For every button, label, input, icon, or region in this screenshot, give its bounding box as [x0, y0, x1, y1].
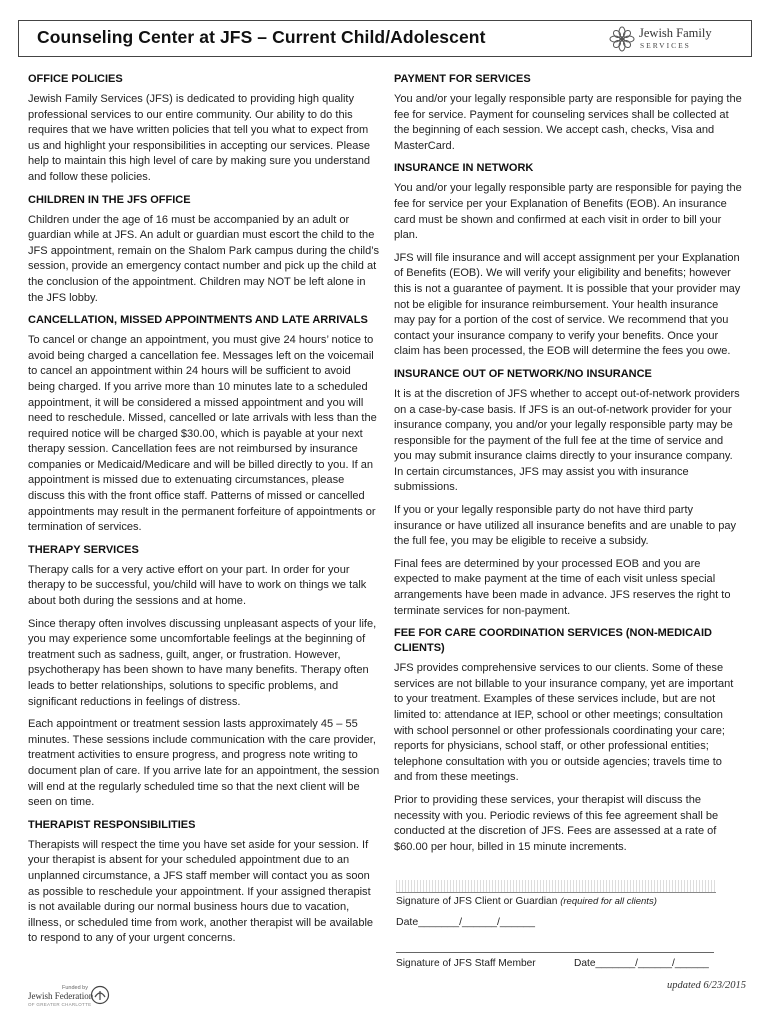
section-paragraph: Since therapy often involves discussing unpleasant aspects of your life, you may experience some uncomfortable feelings at the beginning of treatment such as sadness, guilt, anger, or frustration. However, psychotherapy has been shown to have many benefits. Therapy often leads to better relationships, solutions to specific problems, and significant reductions in feelings of distress. [28, 617, 377, 708]
federation-emblem-icon [90, 985, 110, 1005]
client-date-label: Date [396, 916, 419, 928]
client-signature-text: Signature of JFS Client or Guardian [396, 896, 558, 907]
updated-date: updated 6/23/2015 [666, 980, 746, 991]
federation-subtext: OF GREATER CHARLOTTE [28, 1002, 92, 1007]
section-heading: CHILDREN IN THE JFS OFFICE [28, 193, 191, 206]
section-paragraph: Therapy calls for a very active effort on your part. In order for your therapy to be successful, you/child will have to work on things we talk about both during the sessions and at home. [28, 563, 367, 608]
section-heading: FEE FOR CARE COORDINATION SERVICES (NON-MEDICAID CLIENTS) [394, 627, 712, 655]
right-column [394, 72, 742, 862]
section-paragraph: You and/or your legally responsible party are responsible for paying the fee for service per your Explanation of Benefits (EOB). An insurance card must be shown and confirmed at each visit in order to bill your plan. [394, 182, 742, 242]
section-paragraph: To cancel or change an appointment, you must give 24 hours’ notice to avoid being charged a cancellation fee. Messages left on the voicemail to cancel an appointment within 24 hours will be sufficient to avoid being charged. If you arrive more than 10 minutes late to a scheduled appointment, it will be considered a missed appointment and you will need to reschedule. Missed, cancelled or late arrivals with less than the required notice will be charged $30.00, which is payable at your next therapy session. Cancellation fees are not reimbursed by insurance companies or Medicaid/Medicare and will be billed directly to you. If an appointment is missed due to extenuating circumstances, please discuss this with the front office staff. Patterns of missed or cancelled appointments may result in the permanent forfeiture of appointments or termination of services. [28, 334, 377, 534]
client-signature-block [396, 880, 716, 928]
section-heading: THERAPIST RESPONSIBILITIES [28, 818, 196, 831]
federation-funded-text: Funded by [62, 985, 88, 991]
page-title: Counseling Center at JFS – Current Child/Adolescent [37, 27, 486, 47]
client-signature-label [396, 896, 716, 907]
left-column [28, 72, 380, 947]
federation-logo [28, 985, 118, 1009]
section-paragraph: If you or your legally responsible party do not have third party insurance or have utilized all insurance benefits and are unable to pay the full fee, you may be eligible to receive a subsidy. [394, 504, 737, 548]
section-paragraph: It is at the discretion of JFS whether to accept out-of-network providers on a case-by-case basis. If JFS is an out-of-network provider for your insurance company, you and/or your legally responsible party may be responsible for the payment of the full fee at the time of service and you may submit insurance claims directly to your insurance company. In certain circumstances, JFS may assist you with insurance submissions. [394, 387, 740, 494]
section-heading: OFFICE POLICIES [28, 73, 123, 85]
client-signature-field[interactable] [396, 880, 716, 893]
client-date-field[interactable]: _______/______/______ [418, 916, 535, 928]
document-header [18, 20, 752, 57]
staff-signature-block [396, 942, 714, 972]
logo-text: Jewish Family [639, 26, 712, 40]
section-paragraph: Jewish Family Services (JFS) is dedicated to providing high quality professional services to our entire community. Our ability to do this requires that we have written policies that tell you what to expect from us and highlight your responsibilities in accepting our services. Please help to maintain this high level of care by making sure you understand and follow these policies. [28, 93, 371, 183]
client-signature-note: (required for all clients) [560, 896, 657, 907]
section-heading: PAYMENT FOR SERVICES [394, 73, 531, 85]
section-paragraph: Each appointment or treatment session lasts approximately 45 – 55 minutes. These sessions include communication with the care provider, treatment activities to ensure progress, and progress note writing to document plan of care. If you arrive late for an appointment, the session will end at the regularly scheduled time so that the next client will be seen on time. [28, 718, 380, 809]
logo-subtext: SERVICES [640, 41, 691, 50]
section-paragraph: JFS provides comprehensive services to our clients. Some of these services are not billable to your insurance company, yet are important to your treatment. Examples of these services include, but are not limited to: attendance at IEP, school or other meetings; consultation with school personnel or other professionals coordinating your care; reports for physicians, school staff, or other professional entities; telephone consultation with you or outside agencies; travels time to and from these meetings. [394, 662, 734, 784]
section-paragraph: Prior to providing these services, your therapist will discuss the necessity with you. Periodic reviews of this fee agreement shall be conducted at the discretion of JFS. Fees are assessed at a rate of $60.00 per hour, billed in 15 minute increments. [394, 793, 719, 853]
staff-signature-field[interactable] [396, 942, 714, 953]
section-heading: INSURANCE OUT OF NETWORK/NO INSURANCE [394, 367, 652, 380]
staff-date-field[interactable]: Date_______/______/______ [574, 958, 709, 969]
section-paragraph: Children under the age of 16 must be accompanied by an adult or guardian while at JFS. An adult or guardian must escort the child to the JFS appointment, remain on the Shalom Park campus during the child’s session, provide an emergency contact number and pick up the child at the conclusion of the appointment. Children may NOT be left alone in the JFS lobby. [28, 213, 380, 304]
section-paragraph: Therapists will respect the time you have set aside for your session. If your therapist is absent for your scheduled appointment due to an unplanned circumstance, a JFS staff member will contact you as soon as possible to reschedule your appointment. If your assigned therapist is not available during our normal business hours due to vacation, illness, or scheduled time from work, another therapist will be available to respond to any of your urgent concerns. [28, 838, 374, 945]
section-paragraph: JFS will file insurance and will accept assignment per your Explanation of Benefits (EOB). We will verify your eligibility and benefits; however this is not a guarantee of payment. It is possible that your provider may not be eligible for insurance reimbursement. Your health insurance may pay for a portion of the cost of service. We recommend that you contact your insurance company to verify your benefits. Once your claim has been processed, the EOB will determine the fees you owe. [394, 251, 741, 358]
staff-signature-label: Signature of JFS Staff Member [396, 958, 536, 969]
section-heading: THERAPY SERVICES [28, 543, 139, 556]
federation-name: Jewish Federation [28, 991, 94, 1001]
section-heading: INSURANCE IN NETWORK [394, 162, 534, 175]
section-paragraph: You and/or your legally responsible party are responsible for paying the fee for service. Payment for counseling services shall be collected at the beginning of each session. We accept cash, checks, Visa and MasterCard. [394, 93, 742, 152]
section-paragraph: Final fees are determined by your processed EOB and you are expected to make payment at the time of each visit unless special arrangements have been made in advance. JFS reserves the right to terminate services for non-payment. [394, 557, 731, 617]
client-date-row [396, 916, 716, 928]
section-heading: CANCELLATION, MISSED APPOINTMENTS AND LATE ARRIVALS [28, 314, 368, 327]
jfs-logo [609, 25, 739, 53]
flower-logo-icon [609, 26, 635, 52]
